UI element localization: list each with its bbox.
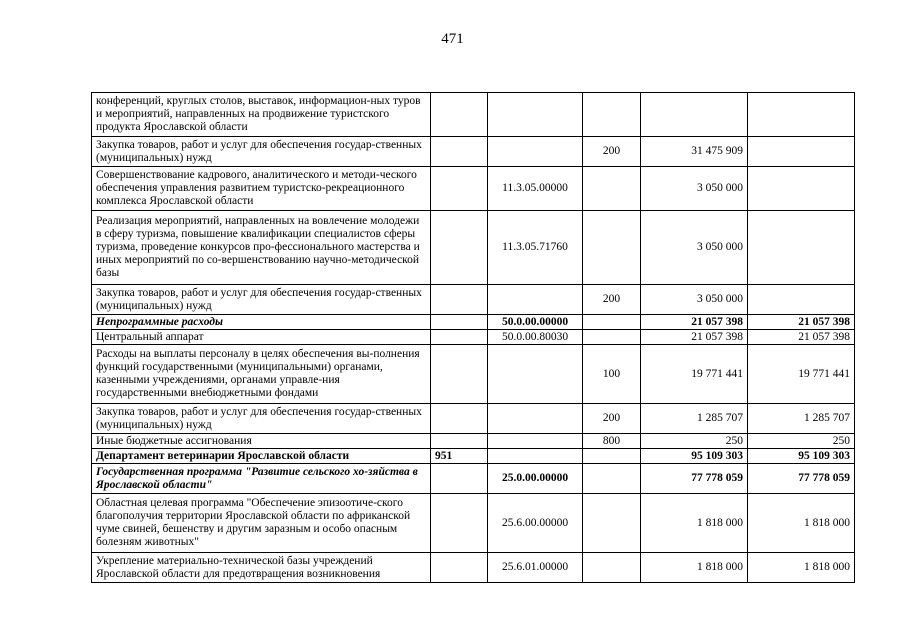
row-name-cell: Закупка товаров, работ и услуг для обеспечения государ-ственных (муниципальных) нужд (92, 285, 431, 315)
row-dept-cell (431, 494, 488, 553)
row-amount-1-cell: 31 475 909 (641, 137, 748, 167)
row-amount-2-cell: 1 818 000 (748, 494, 855, 553)
row-code-cell (488, 93, 583, 137)
row-code-cell: 50.0.00.80030 (488, 330, 583, 345)
row-amount-1-cell: 3 050 000 (641, 285, 748, 315)
table-row (92, 404, 855, 434)
row-code-cell (488, 404, 583, 434)
row-dept-cell (431, 345, 488, 404)
row-amount-1-cell: 3 050 000 (641, 211, 748, 285)
row-name-cell: Государственная программа "Развитие сельского хо-зяйства в Ярославской области" (92, 464, 431, 494)
row-amount-2-cell (748, 285, 855, 315)
table-row (92, 449, 855, 464)
row-amount-1-cell: 3 050 000 (641, 167, 748, 211)
row-amount-2-cell (748, 93, 855, 137)
row-dept-cell (431, 93, 488, 137)
row-amount-1-cell: 77 778 059 (641, 464, 748, 494)
table-row (92, 464, 855, 494)
row-name-cell: Закупка товаров, работ и услуг для обеспечения государ-ственных (муниципальных) нужд (92, 404, 431, 434)
row-name-cell: Совершенствование кадрового, аналитического и методи-ческого обеспечения управления развитием туристско-рекреационного комплекса Ярославской области (92, 167, 431, 211)
row-name-cell: Реализация мероприятий, направленных на вовлечение молодежи в сферу туризма, повышение квалификации специалистов сферы туризма, проведение конкурсов про-фессионального мастерства и иных мероприятий по со-вершенствованию научно-методической базы (92, 211, 431, 285)
row-amount-2-cell: 1 818 000 (748, 553, 855, 583)
row-amount-2-cell (748, 167, 855, 211)
row-amount-2-cell: 1 285 707 (748, 404, 855, 434)
row-name-cell: Расходы на выплаты персоналу в целях обеспечения вы-полнения функций государственными (муниципальными) органами, казенными учреждениями, органами управле-ния государственными внебюджетными фондами (92, 345, 431, 404)
row-dept-cell (431, 285, 488, 315)
row-expense-type-cell: 200 (583, 404, 641, 434)
table-row (92, 553, 855, 583)
table-row (92, 211, 855, 285)
row-name-cell: Закупка товаров, работ и услуг для обеспечения государ-ственных (муниципальных) нужд (92, 137, 431, 167)
row-name-cell: Иные бюджетные ассигнования (92, 434, 431, 449)
row-name-cell: Областная целевая программа "Обеспечение эпизоотиче-ского благополучия территории Ярославской области по африканской чуме свиней, бешенству и другим заразным и особо опасным болезням животных" (92, 494, 431, 553)
row-expense-type-cell (583, 211, 641, 285)
row-dept-cell (431, 315, 488, 330)
row-expense-type-cell: 200 (583, 285, 641, 315)
row-amount-2-cell: 19 771 441 (748, 345, 855, 404)
row-expense-type-cell: 800 (583, 434, 641, 449)
row-code-cell (488, 449, 583, 464)
row-amount-2-cell: 77 778 059 (748, 464, 855, 494)
row-expense-type-cell (583, 553, 641, 583)
row-name-cell: Департамент ветеринарии Ярославской области (92, 449, 431, 464)
table-row (92, 137, 855, 167)
row-expense-type-cell (583, 494, 641, 553)
row-amount-1-cell: 250 (641, 434, 748, 449)
row-code-cell (488, 137, 583, 167)
row-amount-1-cell: 95 109 303 (641, 449, 748, 464)
row-code-cell: 50.0.00.00000 (488, 315, 583, 330)
row-amount-2-cell (748, 211, 855, 285)
row-expense-type-cell: 200 (583, 137, 641, 167)
row-amount-2-cell: 95 109 303 (748, 449, 855, 464)
row-expense-type-cell (583, 167, 641, 211)
row-name-cell: Центральный аппарат (92, 330, 431, 345)
table-row (92, 434, 855, 449)
row-code-cell: 11.3.05.00000 (488, 167, 583, 211)
row-amount-2-cell (748, 137, 855, 167)
row-amount-1-cell: 21 057 398 (641, 315, 748, 330)
table-row (92, 285, 855, 315)
row-amount-2-cell: 21 057 398 (748, 330, 855, 345)
row-dept-cell (431, 330, 488, 345)
row-expense-type-cell: 100 (583, 345, 641, 404)
row-amount-2-cell: 21 057 398 (748, 315, 855, 330)
row-dept-cell (431, 211, 488, 285)
row-dept-cell: 951 (431, 449, 488, 464)
page-number: 471 (441, 31, 464, 47)
row-name-cell: Непрограммные расходы (92, 315, 431, 330)
row-amount-1-cell: 1 818 000 (641, 553, 748, 583)
table-row (92, 315, 855, 330)
row-amount-2-cell: 250 (748, 434, 855, 449)
row-code-cell (488, 345, 583, 404)
row-expense-type-cell (583, 330, 641, 345)
row-name-cell: Укрепление материально-технической базы учреждений Ярославской области для предотвращения возникновения (92, 553, 431, 583)
table-row (92, 345, 855, 404)
row-expense-type-cell (583, 449, 641, 464)
row-dept-cell (431, 553, 488, 583)
row-code-cell (488, 434, 583, 449)
row-expense-type-cell (583, 315, 641, 330)
row-dept-cell (431, 434, 488, 449)
row-amount-1-cell: 1 285 707 (641, 404, 748, 434)
row-dept-cell (431, 167, 488, 211)
row-dept-cell (431, 404, 488, 434)
table-row (92, 330, 855, 345)
row-name-cell: конференций, круглых столов, выставок, информацион-ных туров и мероприятий, направленных на продвижение туристского продукта Ярославской области (92, 93, 431, 137)
budget-table (91, 92, 855, 583)
row-code-cell: 11.3.05.71760 (488, 211, 583, 285)
row-amount-1-cell: 1 818 000 (641, 494, 748, 553)
row-code-cell: 25.6.00.00000 (488, 494, 583, 553)
row-dept-cell (431, 137, 488, 167)
row-code-cell: 25.6.01.00000 (488, 553, 583, 583)
row-expense-type-cell (583, 464, 641, 494)
table-row (92, 494, 855, 553)
row-expense-type-cell (583, 93, 641, 137)
row-amount-1-cell: 21 057 398 (641, 330, 748, 345)
row-dept-cell (431, 464, 488, 494)
table-row (92, 93, 855, 137)
row-amount-1-cell (641, 93, 748, 137)
table-row (92, 167, 855, 211)
row-amount-1-cell: 19 771 441 (641, 345, 748, 404)
row-code-cell: 25.0.00.00000 (488, 464, 583, 494)
row-code-cell (488, 285, 583, 315)
